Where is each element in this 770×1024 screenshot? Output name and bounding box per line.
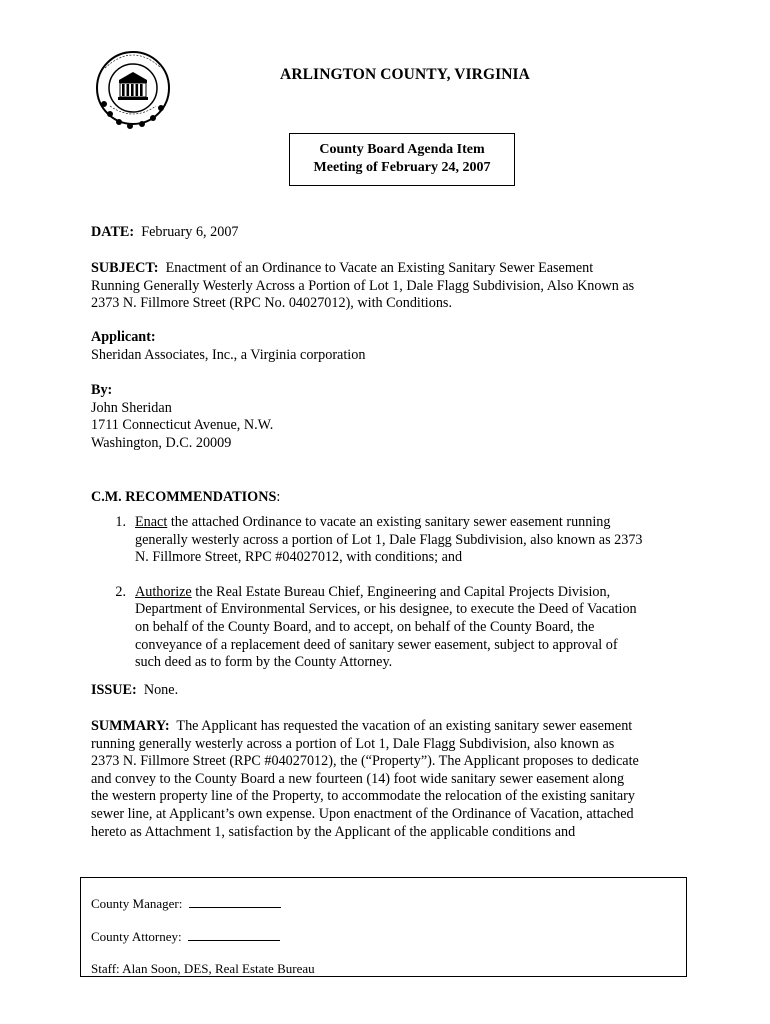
summary-label: SUMMARY: (91, 718, 170, 734)
issue-label: ISSUE: (91, 682, 137, 698)
rec-verb: Enact (135, 514, 168, 530)
agenda-item-box (289, 133, 515, 186)
by-label: By: (91, 382, 113, 398)
subject-label: SUBJECT: (91, 260, 159, 276)
list-item: 1. Enact the attached Ordinance to vacate an existing sanitary sewer easement running generally westerly across a portion of Lot 1, Dale Flagg Subdivision, also known as 2373 N. Fillmore Street, RPC #04027012, with conditions; and (115, 514, 643, 566)
date-label: DATE: (91, 224, 135, 240)
county-title: ARLINGTON COUNTY, VIRGINIA (280, 66, 530, 83)
recommendations-heading: C.M. RECOMMENDATIONS: (91, 489, 281, 505)
agenda-item-title: County Board Agenda Item (319, 142, 485, 157)
county-attorney-line: County Attorney: (91, 929, 280, 945)
date-line (91, 224, 691, 242)
applicant-block (91, 329, 691, 364)
county-manager-line: County Manager: (91, 896, 281, 912)
by-name: John Sheridan (91, 399, 172, 416)
county-seal-logo (88, 44, 178, 134)
applicant-label: Applicant: (91, 329, 156, 345)
applicant-value: Sheridan Associates, Inc., a Virginia corporation (91, 346, 366, 363)
summary-block: SUMMARY: The Applicant has requested the vacation of an existing sanitary sewer easement running generally westerly across a portion of Lot 1, Dale Flagg Subdivision, also known as 2373 N. Fillmore Street (RPC #04027012), the (“Property”). The Applicant proposes to dedicate and convey to the County Board a new fourteen (14) foot wide sanitary sewer easement along the western property line of the Property, to accommodate the relocation of the existing sanitary sewer line, at Applicant’s own expense. Upon enactment of the Ordinance of Vacation, attached hereto as Attachment 1, satisfaction by the Applicant of the applicable conditions and (91, 718, 639, 840)
date-value: February 6, 2007 (141, 224, 239, 240)
by-address-line2: Washington, D.C. 20009 (91, 434, 232, 451)
rec-verb: Authorize (135, 583, 192, 600)
staff-line: Staff: Alan Soon, DES, Real Estate Bureau (91, 961, 315, 976)
by-address-line1: 1711 Connecticut Avenue, N.W. (91, 417, 274, 434)
county-attorney-signature-blank[interactable] (188, 931, 280, 941)
subject-block: SUBJECT: Enactment of an Ordinance to Vacate an Existing Sanitary Sewer Easement Running Generally Westerly Across a Portion of Lot 1, Dale Flagg Subdivision, Also Known as 2373 N. Fillmore Street (RPC No. 04027012), with Conditions. (91, 260, 635, 312)
recommendations-list (91, 514, 691, 672)
by-block (91, 382, 691, 452)
issue-line (91, 682, 691, 700)
signature-box (80, 877, 687, 977)
list-item: 2. Authorize the Real Estate Bureau Chief, Engineering and Capital Projects Division, Department of Environmental Services, or his designee, to execute the Deed of Vacation on behalf of the County Board, and to accept, on behalf of the County Board, the conveyance of a replacement deed of sanitary sewer easement, subject to approval of such deed as to form by the County Attorney. (115, 583, 637, 671)
county-manager-signature-blank[interactable] (189, 898, 281, 908)
meeting-date: Meeting of February 24, 2007 (313, 160, 491, 175)
issue-value: None. (143, 682, 179, 698)
